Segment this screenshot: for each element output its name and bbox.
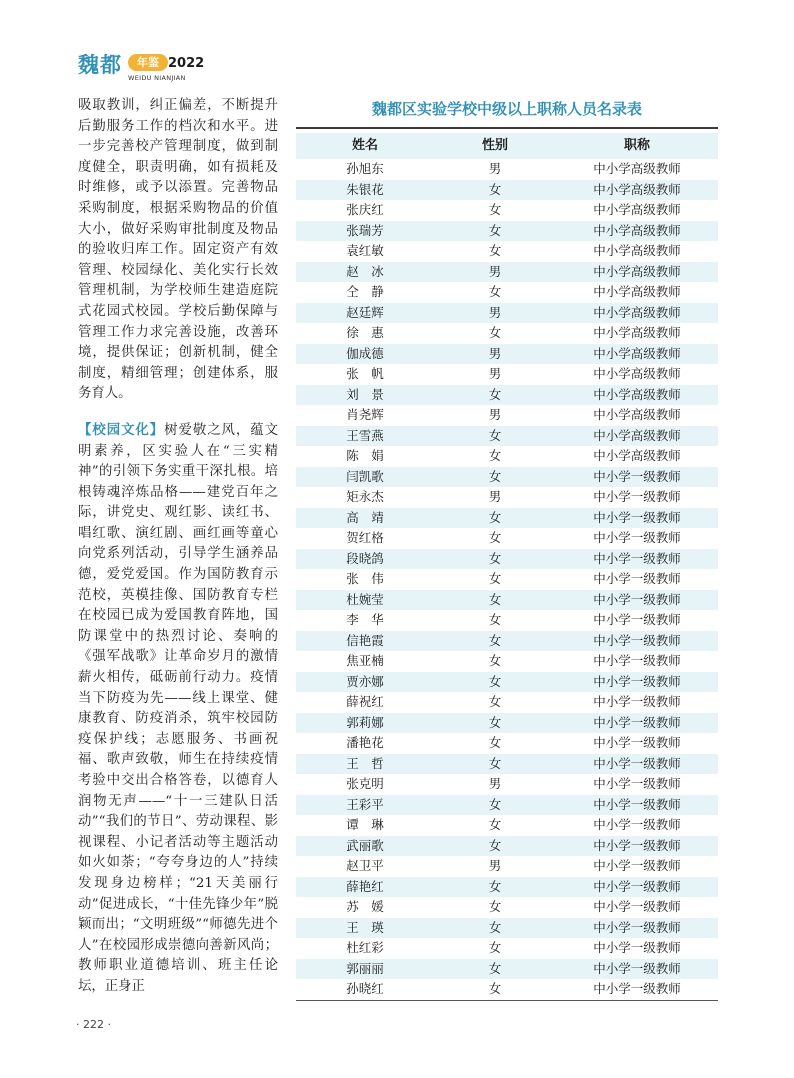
cell-name: 陈 娟 <box>346 448 384 463</box>
cell-title: 中小学一级教师 <box>593 776 681 791</box>
cell-title: 中小学高级教师 <box>593 448 681 463</box>
cell-title: 中小学高级教师 <box>593 181 681 197</box>
cell-gender: 男 <box>488 263 502 279</box>
cell-gender: 女 <box>488 202 502 217</box>
cell-title: 中小学一级教师 <box>593 714 681 730</box>
cell-title: 中小学高级教师 <box>593 345 681 361</box>
table-header-row <box>296 133 718 159</box>
cell-title: 中小学高级教师 <box>593 222 681 238</box>
table-row <box>296 610 718 631</box>
staff-table <box>296 133 718 1001</box>
cell-name: 谭 琳 <box>346 817 384 832</box>
table-row <box>296 795 718 816</box>
cell-name: 贺红格 <box>346 530 384 545</box>
cell-name: 薛祝红 <box>346 694 384 709</box>
table-row <box>296 303 718 324</box>
cell-name: 高 靖 <box>346 509 384 525</box>
cell-gender: 女 <box>488 632 502 648</box>
cell-title: 中小学一级教师 <box>593 960 681 976</box>
cell-gender: 男 <box>488 161 502 176</box>
cell-title: 中小学一级教师 <box>593 673 681 689</box>
cell-name: 伽成德 <box>346 345 384 361</box>
cell-title: 中小学高级教师 <box>593 263 681 279</box>
cell-title: 中小学高级教师 <box>593 304 681 320</box>
table-row <box>296 549 718 570</box>
cell-title: 中小学一级教师 <box>593 940 681 955</box>
table-row <box>296 200 718 221</box>
cell-gender: 女 <box>488 222 502 238</box>
cell-gender: 女 <box>488 755 502 771</box>
cell-name: 郭莉娜 <box>346 714 384 730</box>
cell-gender: 女 <box>488 714 502 730</box>
cell-gender: 女 <box>488 694 502 709</box>
table-bottom-rule <box>296 1000 718 1001</box>
page-number: · 222 · <box>76 1018 111 1031</box>
table-row <box>296 159 718 180</box>
table-row <box>296 713 718 734</box>
cell-name: 王彩平 <box>346 796 384 812</box>
cell-title: 中小学一级教师 <box>593 571 681 586</box>
cell-name: 矩永杰 <box>346 489 384 504</box>
table-row <box>296 774 718 795</box>
cell-gender: 女 <box>488 899 502 914</box>
header-name: 姓名 <box>351 138 378 153</box>
cell-name: 刘 景 <box>346 386 384 402</box>
table-body <box>296 159 718 1000</box>
table-row <box>296 836 718 857</box>
header-title: 职称 <box>623 138 650 153</box>
table-row <box>296 631 718 652</box>
table-row <box>296 180 718 201</box>
table-row <box>296 385 718 406</box>
section-lead-campus-culture: 【校园文化】 <box>78 421 165 438</box>
cell-gender: 女 <box>488 181 502 197</box>
cell-name: 苏 媛 <box>346 899 384 914</box>
cell-title: 中小学高级教师 <box>593 427 681 443</box>
table-row <box>296 815 718 836</box>
cell-name: 贾亦娜 <box>346 673 384 689</box>
cell-name: 赵廷辉 <box>346 304 384 320</box>
cell-name: 王雪燕 <box>346 427 384 443</box>
body-text-column <box>78 96 278 998</box>
cell-title: 中小学一级教师 <box>593 612 681 627</box>
cell-name: 闫凯歌 <box>346 468 384 484</box>
table-row <box>296 323 718 344</box>
table-row <box>296 959 718 980</box>
cell-title: 中小学一级教师 <box>593 878 681 894</box>
table-row <box>296 877 718 898</box>
table-row <box>296 405 718 426</box>
cell-name: 肖尧辉 <box>346 407 384 422</box>
cell-gender: 女 <box>488 386 502 402</box>
cell-gender: 女 <box>488 243 502 258</box>
cell-title: 中小学一级教师 <box>593 489 681 504</box>
table-row <box>296 426 718 447</box>
cell-gender: 女 <box>488 878 502 894</box>
cell-name: 杜红彩 <box>346 940 384 955</box>
cell-gender: 男 <box>488 304 502 320</box>
cell-title: 中小学高级教师 <box>593 386 681 402</box>
table-row <box>296 282 718 303</box>
table-row <box>296 446 718 467</box>
cell-name: 王 瑛 <box>346 919 384 935</box>
cell-title: 中小学高级教师 <box>593 161 681 176</box>
cell-title: 中小学高级教师 <box>593 366 681 381</box>
table-row <box>296 344 718 365</box>
cell-name: 袁红敏 <box>346 243 384 258</box>
cell-title: 中小学一级教师 <box>593 796 681 812</box>
cell-name: 焦亚楠 <box>346 653 384 668</box>
logo-subtitle: WEIDU NIANJIAN <box>128 74 186 82</box>
cell-name: 张 帆 <box>346 366 384 381</box>
cell-gender: 女 <box>488 468 502 484</box>
cell-name: 潘艳花 <box>346 735 384 750</box>
table-row <box>296 590 718 611</box>
cell-name: 李 华 <box>346 612 384 627</box>
cell-title: 中小学一级教师 <box>593 509 681 525</box>
cell-gender: 女 <box>488 530 502 545</box>
cell-name: 赵卫平 <box>346 858 384 873</box>
logo-title: 魏都 <box>78 53 122 77</box>
cell-title: 中小学高级教师 <box>593 325 681 340</box>
cell-gender: 男 <box>488 858 502 873</box>
table-top-rule <box>296 127 718 129</box>
paragraph-logistics: 吸取教训，纠正偏差，不断提升后勤服务工作的档次和水平。进一步完善校产管理制度，做到制度健全，职责明确，如有损耗及时维修，或予以添置。完善物品采购制度，根据采购物品的价值大小，做好采购审批制度及物品的验收归库工作。固定资产有效管理、校园绿化、美化实行长效管理机制，为学校师生建造庭院式花园式校园。学校后勤保障与管理工作力求完善设施，改善环境，提供保证；创新机制，健全制度，精细管理；创建体系，服务育人。 <box>78 98 278 402</box>
cell-name: 张瑞芳 <box>346 222 384 238</box>
cell-name: 孙旭东 <box>346 161 384 176</box>
cell-gender: 女 <box>488 981 502 996</box>
cell-gender: 女 <box>488 735 502 750</box>
cell-name: 张 伟 <box>346 571 384 586</box>
cell-title: 中小学一级教师 <box>593 735 681 750</box>
yearbook-logo <box>78 52 218 92</box>
cell-name: 朱银花 <box>346 181 384 197</box>
table-title: 魏都区实验学校中级以上职称人员名录表 <box>371 100 642 118</box>
cell-title: 中小学一级教师 <box>593 694 681 709</box>
cell-name: 赵 冰 <box>346 263 384 279</box>
cell-gender: 女 <box>488 960 502 976</box>
table-row <box>296 754 718 775</box>
cell-name: 王 哲 <box>346 755 384 771</box>
cell-gender: 女 <box>488 940 502 955</box>
table-row <box>296 692 718 713</box>
cell-gender: 女 <box>488 919 502 935</box>
cell-gender: 女 <box>488 284 502 299</box>
cell-gender: 男 <box>488 366 502 381</box>
table-row <box>296 897 718 918</box>
cell-title: 中小学高级教师 <box>593 202 681 217</box>
cell-gender: 女 <box>488 550 502 566</box>
cell-title: 中小学高级教师 <box>593 407 681 422</box>
cell-name: 孙晓红 <box>346 981 384 996</box>
table-row <box>296 508 718 529</box>
cell-gender: 女 <box>488 509 502 525</box>
cell-gender: 女 <box>488 612 502 627</box>
logo-year: 2022 <box>168 56 205 71</box>
cell-gender: 男 <box>488 345 502 361</box>
cell-title: 中小学一级教师 <box>593 530 681 545</box>
cell-gender: 男 <box>488 776 502 791</box>
cell-title: 中小学一级教师 <box>593 632 681 648</box>
cell-name: 徐 惠 <box>346 325 384 340</box>
table-row <box>296 979 718 1000</box>
cell-title: 中小学一级教师 <box>593 981 681 996</box>
cell-title: 中小学一级教师 <box>593 468 681 484</box>
cell-gender: 女 <box>488 673 502 689</box>
logo-badge: 年鉴 <box>128 54 168 71</box>
header-gender: 性别 <box>481 138 508 153</box>
cell-name: 武丽歌 <box>346 837 384 853</box>
cell-title: 中小学高级教师 <box>593 284 681 299</box>
table-row <box>296 672 718 693</box>
table-row <box>296 467 718 488</box>
cell-title: 中小学一级教师 <box>593 919 681 935</box>
cell-title: 中小学一级教师 <box>593 550 681 566</box>
table-row <box>296 221 718 242</box>
cell-gender: 女 <box>488 817 502 832</box>
cell-title: 中小学一级教师 <box>593 755 681 771</box>
cell-name: 杜婉莹 <box>346 591 384 607</box>
cell-title: 中小学一级教师 <box>593 653 681 668</box>
table-row <box>296 262 718 283</box>
table-row <box>296 733 718 754</box>
table-row <box>296 856 718 877</box>
paragraph-campus-culture <box>78 420 278 998</box>
table-row <box>296 569 718 590</box>
table-row <box>296 938 718 959</box>
cell-title: 中小学一级教师 <box>593 817 681 832</box>
campus-culture-text: 树爱敬之风，蕴文明素养，区实验人在“三实精神”的引领下务实重干深扎根。培根铸魂淬炼品格——建党百年之际，讲党史、观红影、读红书、唱红歌、演红剧、画红画等童心向党系列活动，引导学生涵养品德，爱党爱国。作为国防教育示范校，英模挂像、国防教育专栏在校园已成为爱国教育阵地，国防课堂中的热烈讨论、奏响的《强军战歌》让革命岁月的激情薪火相传，砥砺前行动力。疫情当下防疫为先——线上课堂、健康教育、防疫消杀，筑牢校园防疫保护线；志愿服务、书画祝福、歌声致敬，师生在持续疫情考验中交出合格答卷，以德育人润物无声——“十一三建队日活动”“我们的节日”、劳动课程、影视课程、小记者活动等主题活动如火如荼；“夸夸身边的人”持续发现身边榜样；“21天美丽行动”促进成长，“十佳先锋少年”脱颖而出；“文明班级”“师德先进个人”在校园形成崇德向善新风尚；教师职业道德培训、班主任论坛，正身正 <box>78 422 279 994</box>
table-row <box>296 487 718 508</box>
cell-gender: 女 <box>488 325 502 340</box>
table-row <box>296 651 718 672</box>
cell-name: 张庆红 <box>346 202 384 217</box>
cell-title: 中小学一级教师 <box>593 899 681 914</box>
cell-gender: 女 <box>488 427 502 443</box>
cell-gender: 女 <box>488 837 502 853</box>
cell-name: 段晓鸽 <box>346 550 384 566</box>
cell-gender: 男 <box>488 407 502 422</box>
cell-name: 薛艳红 <box>346 878 384 894</box>
table-row <box>296 528 718 549</box>
cell-title: 中小学一级教师 <box>593 591 681 607</box>
cell-gender: 女 <box>488 796 502 812</box>
cell-gender: 女 <box>488 653 502 668</box>
cell-name: 郭丽丽 <box>346 960 384 976</box>
cell-name: 张克明 <box>346 776 384 791</box>
table-row <box>296 364 718 385</box>
cell-title: 中小学高级教师 <box>593 243 681 258</box>
cell-gender: 男 <box>488 489 502 504</box>
cell-name: 信艳霞 <box>346 632 384 648</box>
cell-title: 中小学一级教师 <box>593 858 681 873</box>
cell-name: 仝 静 <box>346 284 384 299</box>
cell-gender: 女 <box>488 448 502 463</box>
cell-gender: 女 <box>488 571 502 586</box>
cell-title: 中小学一级教师 <box>593 837 681 853</box>
table-row <box>296 918 718 939</box>
table-row <box>296 241 718 262</box>
cell-gender: 女 <box>488 591 502 607</box>
